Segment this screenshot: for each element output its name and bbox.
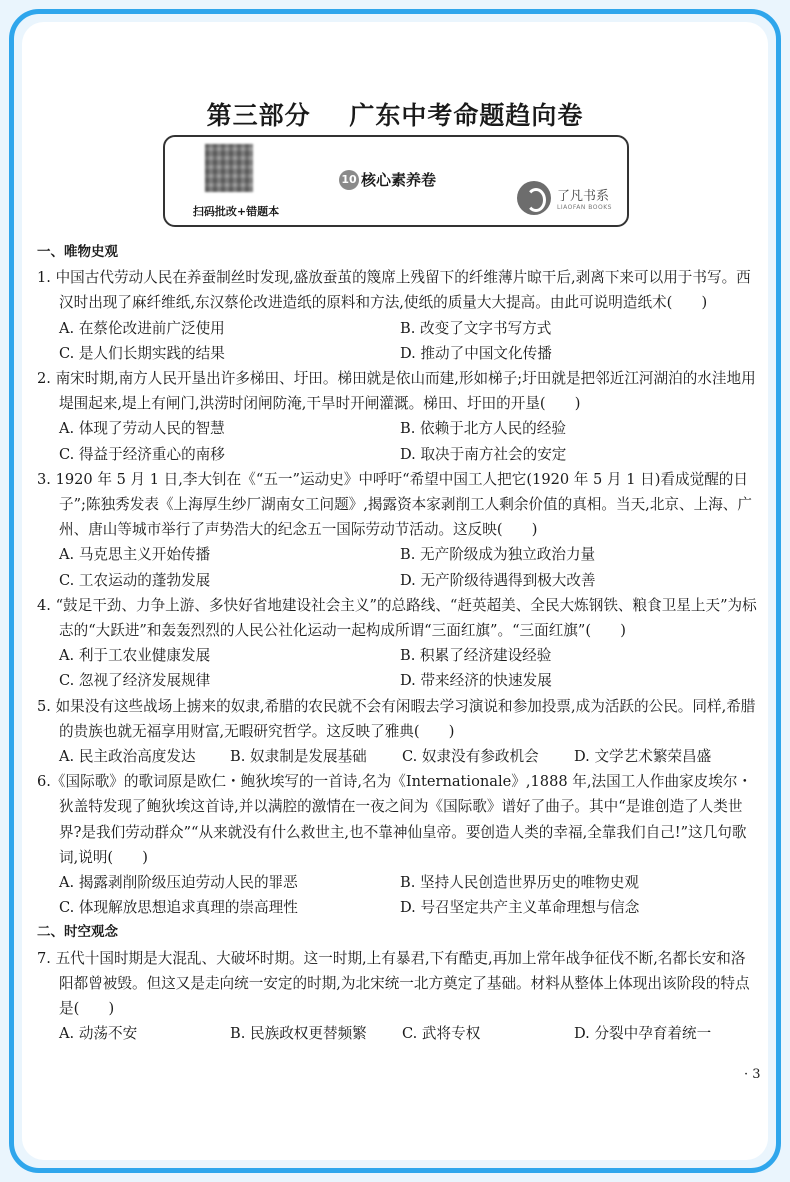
logo-icon xyxy=(517,181,551,215)
answer-option[interactable]: C. 工农运动的蓬勃发展 xyxy=(59,571,211,589)
page-number: · 3 xyxy=(744,1067,761,1082)
header-banner xyxy=(163,135,629,227)
question-item xyxy=(37,366,757,467)
answer-option[interactable]: A. 利于工农业健康发展 xyxy=(59,647,211,665)
question-stem: 1. 中国古代劳动人民在养蚕制丝时发现,盛放蚕茧的篾席上残留下的纤维薄片晾干后,剥离下来可以用于书写。西汉时出现了麻纤维纸,东汉蔡伦改进造纸的原料和方法,使纸的质量大大提高。由此可说明造纸术( ) xyxy=(37,269,751,312)
answer-option[interactable]: A. 马克思主义开始传播 xyxy=(59,546,211,564)
publisher-logo xyxy=(517,181,612,215)
question-stem: 5. 如果没有这些战场上掳来的奴隶,希腊的农民就不会有闲暇去学习演说和参加投票,成为活跃的公民。同样,希腊的贵族也就无福享用财富,无暇研究哲学。这反映了雅典( ) xyxy=(37,697,756,740)
answer-option[interactable]: D. 无产阶级待遇得到极大改善 xyxy=(400,571,596,589)
answer-option[interactable]: C. 是人们长期实践的结果 xyxy=(59,344,225,362)
question-item xyxy=(37,946,757,1047)
badge-text: 核心素养卷 xyxy=(361,171,437,189)
answer-option[interactable]: D. 带来经济的快速发展 xyxy=(400,672,552,690)
answer-option[interactable]: D. 号召坚定共产主义革命理想与信念 xyxy=(400,899,640,917)
answer-option[interactable]: A. 民主政治高度发达 xyxy=(59,748,196,766)
question-item xyxy=(37,467,757,593)
answer-option[interactable]: B. 改变了文字书写方式 xyxy=(400,319,552,337)
answer-option[interactable]: D. 文学艺术繁荣昌盛 xyxy=(574,748,712,766)
options-group xyxy=(37,1021,757,1046)
options-group xyxy=(37,416,757,466)
answer-option[interactable]: D. 推动了中国文化传播 xyxy=(400,344,552,362)
question-item xyxy=(37,265,757,366)
logo-chinese: 了凡书系 xyxy=(557,189,610,204)
question-stem: 4. “鼓足干劲、力争上游、多快好省地建设社会主义”的总路线、“赶英超美、全民大炼钢铁、粮食卫星上天”为标志的“大跃进”和轰轰烈烈的人民公社化运动一起构成所谓“三面红旗”。“三面红旗”( ) xyxy=(37,596,757,640)
answer-option[interactable]: C. 体现解放思想追求真理的崇高理性 xyxy=(59,899,298,917)
section-title: 二、时空观念 xyxy=(37,924,118,941)
answer-option[interactable]: A. 体现了劳动人民的智慧 xyxy=(59,420,225,438)
answer-option[interactable]: A. 动荡不安 xyxy=(59,1025,138,1043)
options-group xyxy=(37,542,757,592)
question-item xyxy=(37,769,757,920)
question-item xyxy=(37,593,757,694)
qr-code-icon[interactable] xyxy=(205,144,253,192)
question-stem: 2. 南宋时期,南方人民开垦出许多梯田、圩田。梯田就是依山而建,形如梯子;圩田就是把邻近江河湖泊的水洼地用堤围起来,堤上有闸门,洪涝时闭闸防淹,干旱时开闸灌溉。梯田、圩田的开垦( ) xyxy=(37,370,756,413)
question-item xyxy=(37,694,757,770)
options-group xyxy=(37,316,757,366)
options-group xyxy=(37,870,757,920)
test-badge xyxy=(339,169,436,190)
qr-label: 扫码批改+错题本 xyxy=(192,205,280,218)
answer-option[interactable]: B. 积累了经济建设经验 xyxy=(400,647,552,665)
badge-number: 10 xyxy=(339,170,359,190)
answer-option[interactable]: B. 依赖于北方人民的经验 xyxy=(400,420,566,438)
answer-option[interactable]: C. 武将专权 xyxy=(402,1025,481,1043)
answer-option[interactable]: C. 得益于经济重心的南移 xyxy=(59,445,225,463)
options-group xyxy=(37,643,757,693)
question-stem: 3. 1920 年 5 月 1 日,李大钊在《“五一”运动史》中呼吁“希望中国工人把它(1920 年 5 月 1 日)看成觉醒的日子”;陈独秀发表《上海厚生纱厂湖南女工问题》,揭露资本家剥削工人剩余价值的真相。当天,北京、上海、广州、唐山等城市举行了声势浩大的纪念五一国际劳动节活动。这反映( ) xyxy=(37,470,752,539)
answer-option[interactable]: A. 在蔡伦改进前广泛使用 xyxy=(59,319,225,337)
logo-english: LIAOFAN BOOKS xyxy=(557,204,612,211)
answer-option[interactable]: B. 民族政权更替频繁 xyxy=(230,1025,367,1043)
question-stem: 6.《国际歌》的歌词原是欧仁・鲍狄埃写的一首诗,名为《Internationale》,1888 年,法国工人作曲家皮埃尔・狄盖特发现了鲍狄埃这首诗,并以满腔的激情在一夜之间为《国际歌》谱好了曲子。其中“是谁创造了人类世界?是我们劳动群众”“从来就没有什么救世主,也不靠神仙皇帝。要创造人类的幸福,全靠我们自己!”这几句歌词,说明( ) xyxy=(37,773,753,866)
answer-option[interactable]: C. 奴隶没有参政机会 xyxy=(402,748,539,766)
answer-option[interactable]: B. 奴隶制是发展基础 xyxy=(230,748,367,766)
page-title: 第三部分 广东中考命题趋向卷 xyxy=(206,101,584,130)
answer-option[interactable]: A. 揭露剥削阶级压迫劳动人民的罪恶 xyxy=(59,874,298,892)
options-group xyxy=(37,744,757,769)
answer-option[interactable]: D. 取决于南方社会的安定 xyxy=(400,445,567,463)
answer-option[interactable]: C. 忽视了经济发展规律 xyxy=(59,672,211,690)
answer-option[interactable]: D. 分裂中孕育着统一 xyxy=(574,1025,712,1043)
question-content xyxy=(37,240,757,1046)
answer-option[interactable]: B. 无产阶级成为独立政治力量 xyxy=(400,546,596,564)
question-stem: 7. 五代十国时期是大混乱、大破坏时期。这一时期,上有暴君,下有酷吏,再加上常年战争征伐不断,名都长安和洛阳都曾被毁。但这又是走向统一安定的时期,为北宋统一北方奠定了基础。材料从整体上体现出该阶段的特点是( ) xyxy=(37,949,750,1018)
section-title: 一、唯物史观 xyxy=(37,244,118,260)
answer-option[interactable]: B. 坚持人民创造世界历史的唯物史观 xyxy=(400,874,639,892)
